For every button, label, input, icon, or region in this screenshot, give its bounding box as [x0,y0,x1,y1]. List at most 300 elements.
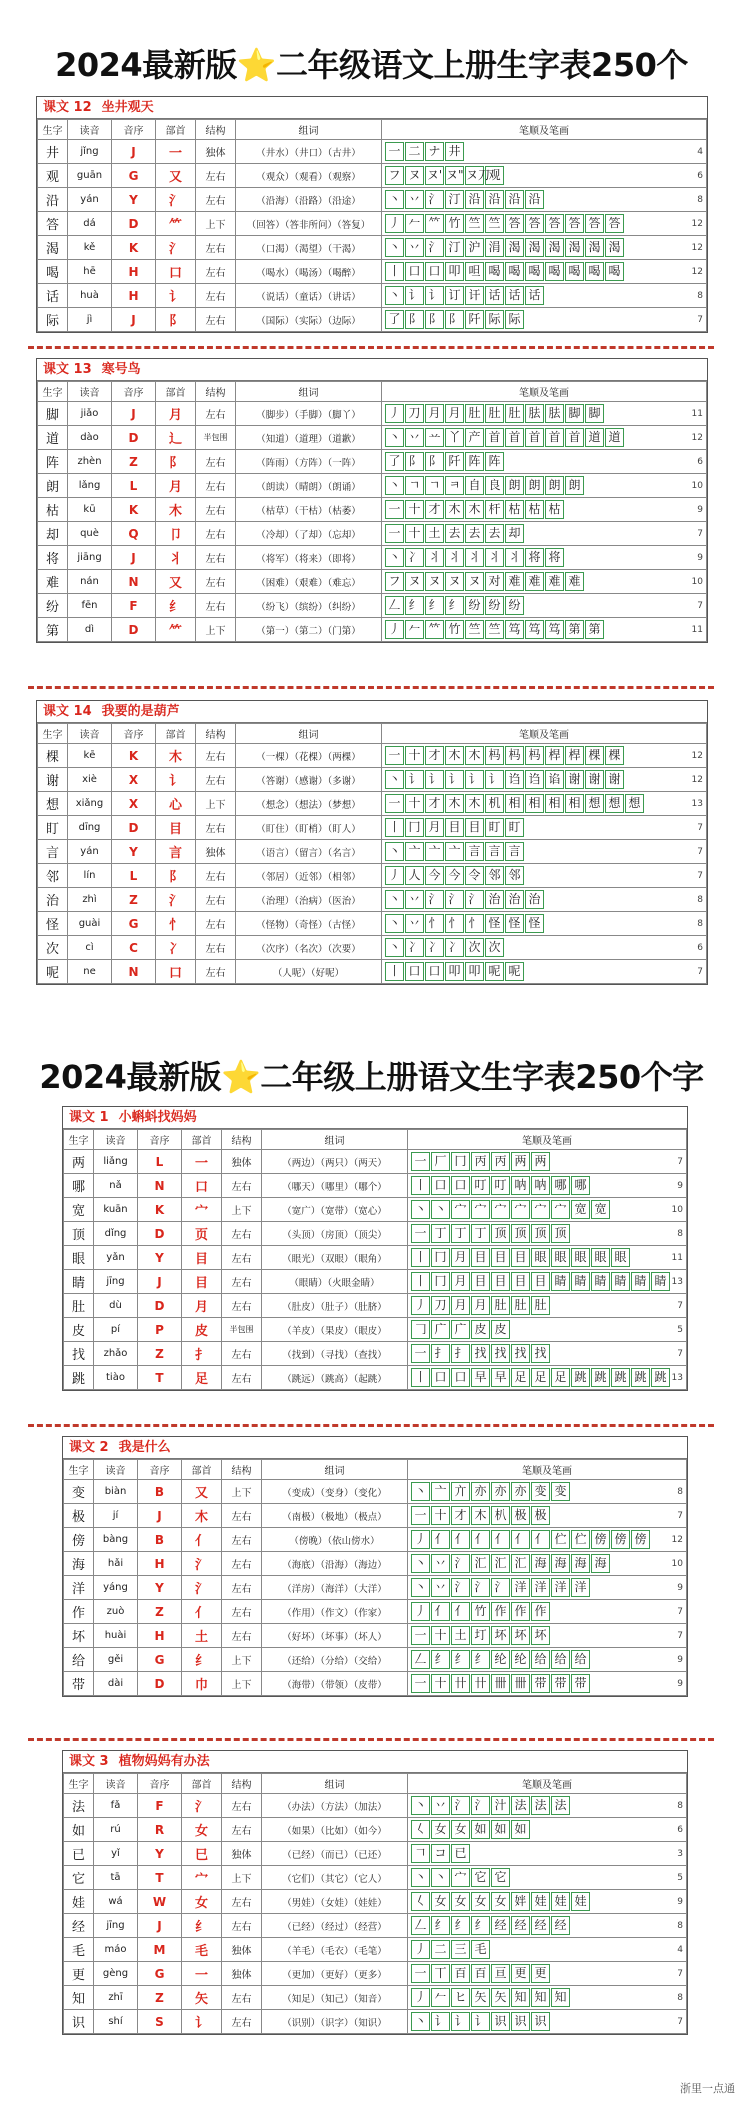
stroke-count: 6 [697,170,703,181]
stroke-step: 木 [445,500,464,519]
word-examples: （作用）（作文）（作家） [262,1600,408,1624]
initial-letter: G [138,1648,182,1672]
stroke-order [382,308,707,332]
character: 却 [38,522,68,546]
stroke-step: 丷 [405,890,424,909]
column-header: 生字 [38,382,68,402]
stroke-step: 丶 [385,914,404,933]
stroke-step: 谢 [585,770,604,789]
character: 睛 [64,1270,94,1294]
table-row [64,1174,687,1198]
stroke-step: 首 [565,428,584,447]
stroke-step: 十 [405,500,424,519]
pinyin: dài [94,1672,138,1696]
pinyin: zhǎo [94,1342,138,1366]
character: 治 [38,888,68,912]
character: 找 [64,1342,94,1366]
header-row [38,120,707,140]
lesson-title [63,1437,687,1459]
stroke-step: 肚 [491,1296,510,1315]
stroke-count: 7 [697,314,703,325]
stroke-step: 广 [451,1320,470,1339]
word-examples: （头顶）（房顶）（顶尖） [262,1222,408,1246]
stroke-step: 产 [465,428,484,447]
stroke-step: 汇 [471,1554,490,1573]
stroke-step: 口 [451,1368,470,1387]
stroke-order [408,1480,687,1504]
initial-letter: Z [112,450,156,474]
stroke-step: 难 [565,572,584,591]
structure: 上下 [222,1198,262,1222]
stroke-step: 笃 [545,620,564,639]
structure: 左右 [222,1174,262,1198]
lesson-number: 课文 2 [69,1440,109,1455]
stroke-step: 姅 [511,1892,530,1911]
stroke-step: 海 [551,1554,570,1573]
stroke-count: 5 [677,1324,683,1335]
radical: 氵 [182,1794,222,1818]
stroke-step: 哪 [571,1176,590,1195]
stroke-step: 目 [471,1272,490,1291]
stroke-step: 桿 [565,746,584,765]
stroke-step: 阵 [465,452,484,471]
initial-letter: J [138,1914,182,1938]
footer-watermark: 浙里一点通 [680,2082,735,2095]
character: 际 [38,308,68,332]
lesson-name: 小蝌蚪找妈妈 [118,1110,197,1125]
stroke-step: 难 [525,572,544,591]
column-header: 笔顺及笔画 [408,1774,687,1794]
initial-letter: H [138,1552,182,1576]
stroke-order [382,912,707,936]
structure: 上下 [196,792,236,816]
initial-letter: P [138,1318,182,1342]
stroke-step: 扌 [431,1344,450,1363]
stroke-step: 亻 [531,1530,550,1549]
stroke-step: 一 [411,1964,430,1983]
radical: 氵 [156,888,196,912]
stroke-step: 竹 [471,1602,490,1621]
radical: 目 [156,816,196,840]
stroke-step: 足 [511,1368,530,1387]
structure: 独体 [222,1150,262,1174]
stroke-step: 肚 [485,404,504,423]
section-divider [28,346,714,349]
stroke-step: 纷 [505,596,524,615]
word-examples: （海底）（沿海）（海边） [262,1552,408,1576]
stroke-step: 丷 [405,428,424,447]
column-header: 结构 [196,724,236,744]
stroke-step: 胠 [545,404,564,423]
structure: 上下 [196,618,236,642]
stroke-step: 丿 [411,1988,430,2007]
stroke-step: 一 [411,1224,430,1243]
stroke-step: 冂 [451,1152,470,1171]
radical: 土 [182,1624,222,1648]
stroke-step: 木 [465,746,484,765]
radical: 目 [182,1246,222,1270]
initial-letter: T [138,1366,182,1390]
stroke-step: 女 [491,1892,510,1911]
initial-letter: Y [138,1246,182,1270]
character: 言 [38,840,68,864]
pinyin: jí [94,1504,138,1528]
pinyin: dǐng [94,1222,138,1246]
structure: 左右 [222,1818,262,1842]
stroke-step: 丬 [505,548,524,567]
structure: 左右 [222,1366,262,1390]
structure: 左右 [222,1246,262,1270]
character: 变 [64,1480,94,1504]
stroke-step: 目 [445,818,464,837]
stroke-count: 9 [677,1654,683,1665]
stroke-step: 丷 [431,1554,450,1573]
stroke-step: 二 [431,1940,450,1959]
character: 话 [38,284,68,308]
initial-letter: D [112,618,156,642]
radical: 宀 [182,1198,222,1222]
stroke-step: 女 [431,1892,450,1911]
stroke-count: 7 [677,1968,683,1979]
column-header: 笔顺及笔画 [408,1130,687,1150]
stroke-step: 扌 [451,1344,470,1363]
stroke-step: 给 [531,1650,550,1669]
pinyin: shí [94,2010,138,2034]
char-table [37,119,707,332]
stroke-step: 谢 [565,770,584,789]
stroke-step: 脚 [585,404,604,423]
stroke-count: 7 [697,528,703,539]
column-header: 音序 [138,1460,182,1480]
structure: 左右 [196,308,236,332]
initial-letter: J [112,402,156,426]
radical: 木 [182,1504,222,1528]
initial-letter: H [112,260,156,284]
stroke-step: 𡿨 [411,1892,430,1911]
stroke-order [382,426,707,450]
lesson-number: 课文 14 [43,704,92,719]
stroke-step: ヌ [445,572,464,591]
char-table [37,723,707,984]
stroke-step: 杩 [505,746,524,765]
pinyin: liǎng [94,1150,138,1174]
table-row [38,308,707,332]
word-examples: （男娃）（女娃）（娃娃） [262,1890,408,1914]
radical: 女 [182,1890,222,1914]
radical: 纟 [182,1648,222,1672]
radical: 宀 [182,1866,222,1890]
character: 宽 [64,1198,94,1222]
stroke-step: 百 [471,1964,490,1983]
stroke-step: 十 [431,1506,450,1525]
stroke-step: 丶 [385,428,404,447]
pinyin: fǎ [94,1794,138,1818]
pinyin: yǐ [94,1842,138,1866]
table-row [38,618,707,642]
stroke-step: 丶 [411,2012,430,2031]
radical: 巾 [182,1672,222,1696]
column-header: 部首 [156,120,196,140]
stroke-step: 矢 [471,1988,490,2007]
stroke-step: 丶 [411,1578,430,1597]
word-examples: （宽广）（宽带）（宽心） [262,1198,408,1222]
stroke-order [408,1890,687,1914]
stroke-step: 丶 [411,1868,430,1887]
pinyin: nǎ [94,1174,138,1198]
character: 两 [64,1150,94,1174]
stroke-step: 棵 [585,746,604,765]
stroke-count: 8 [677,1486,683,1497]
stroke-step: 木 [445,746,464,765]
stroke-step: 际 [485,310,504,329]
radical: 一 [156,140,196,164]
stroke-step: 带 [531,1674,550,1693]
column-header: 音序 [138,1130,182,1150]
stroke-step: 𠃋 [411,1916,430,1935]
stroke-step: 娃 [531,1892,550,1911]
stroke-step: 了 [385,452,404,471]
stroke-count: 9 [697,504,703,515]
structure: 左右 [196,594,236,618]
table-row [38,284,707,308]
word-examples: （眼光）（双眼）（眼角） [262,1246,408,1270]
stroke-step: 纟 [431,1650,450,1669]
structure: 左右 [196,188,236,212]
stroke-step: 找 [471,1344,490,1363]
stroke-step: 亻 [431,1602,450,1621]
character: 井 [38,140,68,164]
lesson-title [37,97,707,119]
stroke-step: 丨 [385,262,404,281]
radical: 亻 [182,1600,222,1624]
word-examples: （已经）（经过）（经营） [262,1914,408,1938]
stroke-step: フ [385,572,404,591]
stroke-step: 卄 [451,1674,470,1693]
structure: 上下 [222,1866,262,1890]
section-divider [28,1738,714,1741]
pinyin: jīng [94,1270,138,1294]
table-row [38,260,707,284]
pinyin: jiāng [68,546,112,570]
table-row [64,1600,687,1624]
stroke-step: 丫 [445,428,464,447]
stroke-order [408,1962,687,1986]
radical: 矢 [182,1986,222,2010]
stroke-step: 纟 [431,1916,450,1935]
stroke-step: 相 [565,794,584,813]
stroke-step: 叩 [465,962,484,981]
structure: 左右 [196,450,236,474]
stroke-step: 杩 [485,746,504,765]
stroke-step: 丿 [411,1940,430,1959]
stroke-count: 11 [691,624,703,635]
radical: ⺮ [156,618,196,642]
structure: 左右 [222,1552,262,1576]
stroke-step: 𥫗 [425,620,444,639]
stroke-step: ㅋ [445,476,464,495]
stroke-step: ナ [425,142,444,161]
word-examples: （井水）（井口）（古井） [236,140,382,164]
stroke-count: 7 [697,600,703,611]
stroke-step: 汀 [445,238,464,257]
lesson-number: 课文 1 [69,1110,109,1125]
word-examples: （变成）（变身）（变化） [262,1480,408,1504]
lesson-2 [62,1436,688,1697]
word-examples: （海带）（带领）（皮带） [262,1672,408,1696]
stroke-step: 沿 [505,190,524,209]
stroke-step: 宽 [591,1200,610,1219]
stroke-step: ヒ [451,1988,470,2007]
stroke-step: 竹 [445,214,464,233]
stroke-step: 丿 [411,1530,430,1549]
stroke-count: 10 [691,576,703,587]
stroke-step: 洋 [511,1578,530,1597]
character: 将 [38,546,68,570]
stroke-step: 丶 [411,1482,430,1501]
stroke-step: 肚 [465,404,484,423]
table-row [64,1150,687,1174]
column-header: 结构 [222,1460,262,1480]
stroke-step: 知 [551,1988,570,2007]
table-row [64,1914,687,1938]
structure: 左右 [196,816,236,840]
stroke-step: 傍 [591,1530,610,1549]
stroke-step: 话 [525,286,544,305]
stroke-step: 跳 [591,1368,610,1387]
stroke-step: 渴 [525,238,544,257]
stroke-step: 广 [431,1320,450,1339]
word-examples: （还给）（分给）（交给） [262,1648,408,1672]
table-row [38,498,707,522]
table-row [38,864,707,888]
stroke-step: 它 [491,1868,510,1887]
pinyin: yán [68,840,112,864]
stroke-step: ヌ [405,572,424,591]
initial-letter: B [138,1528,182,1552]
stroke-step: 讠 [405,770,424,789]
stroke-order [408,1794,687,1818]
stroke-step: 法 [531,1796,550,1815]
stroke-step: 丨 [385,818,404,837]
stroke-step: 丷 [405,190,424,209]
structure: 左右 [196,960,236,984]
stroke-step: 枯 [545,500,564,519]
stroke-count: 13 [691,798,703,809]
radical: 氵 [182,1552,222,1576]
stroke-step: 诌 [525,770,544,789]
radical: 口 [156,260,196,284]
pinyin: dì [68,618,112,642]
structure: 半包围 [222,1318,262,1342]
header-row [38,724,707,744]
character: 邻 [38,864,68,888]
radical: 丬 [156,546,196,570]
stroke-step: 渴 [585,238,604,257]
table-row [64,1866,687,1890]
stroke-step: 良 [485,476,504,495]
stroke-step: 首 [505,428,524,447]
stroke-order [408,1342,687,1366]
pinyin: dá [68,212,112,236]
radical: 纟 [182,1914,222,1938]
structure: 左右 [222,1914,262,1938]
header-row [64,1130,687,1150]
table-row [38,402,707,426]
word-examples: （已经）（而已）（已还） [262,1842,408,1866]
stroke-step: 冫 [425,938,444,957]
stroke-order [408,1914,687,1938]
table-row [38,164,707,188]
lesson-title [63,1107,687,1129]
column-header: 笔顺及笔画 [382,120,707,140]
word-examples: （邻居）（近邻）（相邻） [236,864,382,888]
stroke-order [382,618,707,642]
column-header: 音序 [138,1774,182,1794]
character: 答 [38,212,68,236]
stroke-step: 给 [551,1650,570,1669]
stroke-step: 渴 [605,238,624,257]
stroke-step: 作 [531,1602,550,1621]
char-table [63,1773,687,2034]
initial-letter: L [112,864,156,888]
stroke-step: 竺 [485,620,504,639]
stroke-step: 一 [385,142,404,161]
stroke-step: 井 [445,142,464,161]
word-examples: （回答）（答非所问）（答复） [236,212,382,236]
character: 哪 [64,1174,94,1198]
character: 识 [64,2010,94,2034]
word-examples: （答谢）（感谢）（多谢） [236,768,382,792]
pinyin: jiǎo [68,402,112,426]
stroke-step: 次 [465,938,484,957]
stroke-count: 12 [691,750,703,761]
stroke-step: 哪 [551,1176,570,1195]
stroke-step: ㄱ [425,476,444,495]
stroke-step: 首 [525,428,544,447]
stroke-count: 7 [697,870,703,881]
stroke-count: 7 [677,1510,683,1521]
structure: 左右 [222,1576,262,1600]
stroke-step: 讠 [425,286,444,305]
stroke-count: 8 [697,194,703,205]
radical: 扌 [182,1342,222,1366]
stroke-step: 渴 [565,238,584,257]
stroke-order [382,960,707,984]
stroke-step: 纟 [471,1650,490,1669]
stroke-step: 𠂉 [431,1988,450,2007]
stroke-step: 卌 [511,1674,530,1693]
word-examples: （口渴）（渴望）（干渴） [236,236,382,260]
stroke-step: 氵 [445,890,464,909]
stroke-step: 丙 [491,1152,510,1171]
stroke-order [408,1294,687,1318]
stroke-step: 第 [565,620,584,639]
table-row [64,1318,687,1342]
word-examples: （羊皮）（果皮）（眼皮） [262,1318,408,1342]
stroke-step: 怪 [525,914,544,933]
stroke-count: 10 [691,480,703,491]
stroke-order [382,260,707,284]
structure: 左右 [222,1986,262,2010]
stroke-count: 9 [677,1678,683,1689]
stroke-step: 叮 [491,1176,510,1195]
stroke-step: 肚 [505,404,524,423]
stroke-step: 女 [431,1820,450,1839]
table-row [64,1198,687,1222]
column-header: 组词 [236,724,382,744]
stroke-step: 道 [605,428,624,447]
character: 怪 [38,912,68,936]
